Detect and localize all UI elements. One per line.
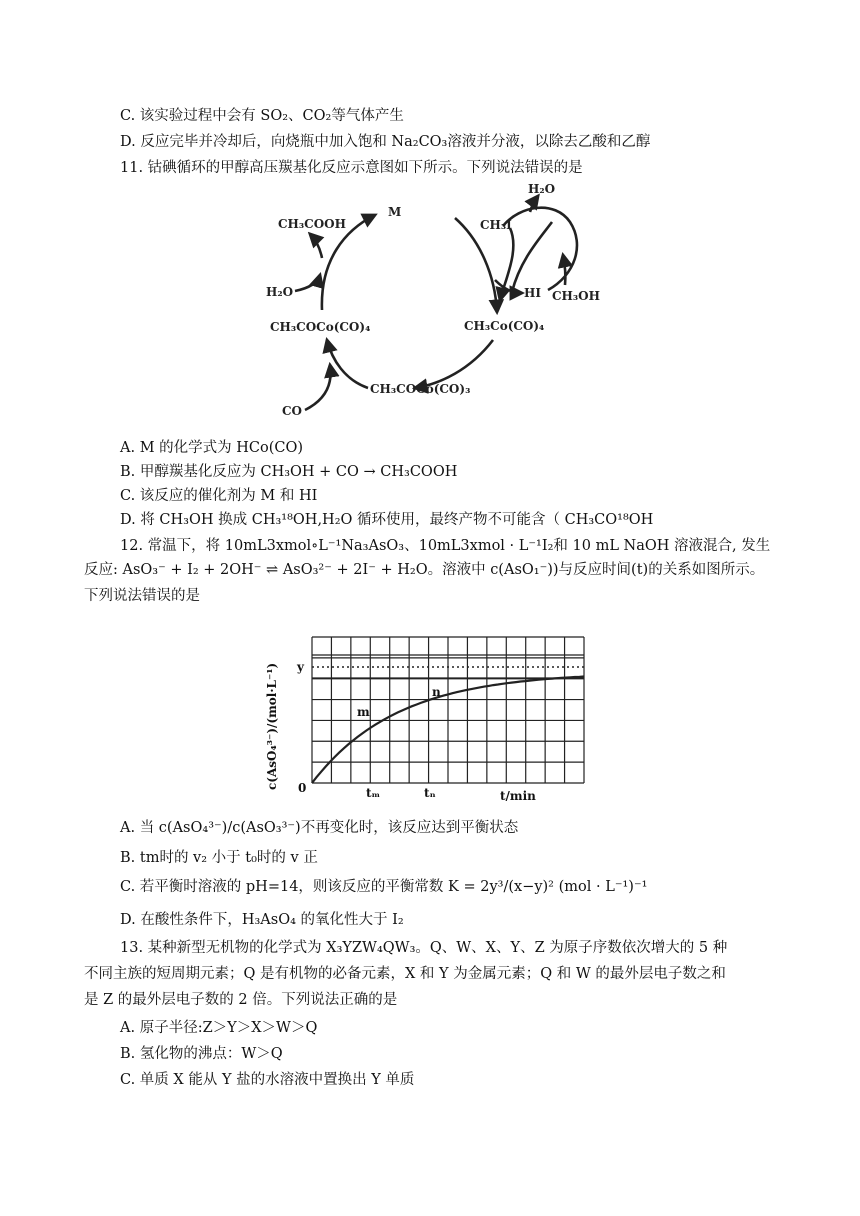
cycle-arc-m-to-ch3co4: [455, 218, 497, 312]
q13-stem-line3: 是 Z 的最外层电子数的 2 倍。下列说法正确的是: [84, 992, 398, 1008]
small-cycle-arc-hi-to-ch3i: [512, 222, 552, 292]
q12-option-d: D. 在酸性条件下，H₃AsO₄ 的氧化性大于 I₂: [120, 912, 404, 928]
co-input-arrow: [305, 365, 331, 410]
ch3i-to-ch3co4: [500, 228, 513, 300]
q11-option-b: B. 甲醇羰基化反应为 CH₃OH + CO → CH₃COOH: [120, 464, 458, 480]
q13-stem-line1: 13. 某种新型无机物的化学式为 X₃YZW₄QW₃。Q、W、X、Y、Z 为原子序数依次增大的 5 种: [120, 940, 728, 956]
species-ch3co4: CH₃Co(CO)₄: [464, 319, 545, 333]
q11-option-d: D. 将 CH₃OH 换成 CH₃¹⁸OH,H₂O 循环使用，最终产物不可能含（ CH₃CO¹⁸OH: [120, 512, 654, 528]
q12-option-b: B. tm时的 v₂ 小于 t₀时的 v 正: [120, 850, 318, 866]
q12-option-c: C. 若平衡时溶液的 pH=14，则该反应的平衡常数 K = 2y³/(x−y)² (mol · L⁻¹)⁻¹: [120, 879, 648, 895]
q11-option-a: A. M 的化学式为 HCo(CO): [120, 440, 304, 456]
chart-y-axis-label: c(AsO₄³⁻)/(mol·L⁻¹): [265, 662, 279, 790]
species-ch3coco3: CH₃COCo(CO)₃: [370, 382, 471, 396]
q13-option-b: B. 氢化物的沸点：W＞Q: [120, 1046, 283, 1062]
small-cycle-arc-top: [503, 208, 577, 290]
species-h2o-top: H₂O: [528, 182, 556, 196]
species-ch3cooh: CH₃COOH: [278, 217, 346, 231]
q10-option-d: D. 反应完毕并冷却后，向烧瓶中加入饱和 Na₂CO₃溶液并分液，以除去乙酸和乙醇: [120, 134, 651, 150]
q12-stem-line3: 下列说法错误的是: [84, 588, 200, 604]
species-hi: HI: [524, 286, 541, 300]
species-ch3coco4: CH₃COCo(CO)₄: [270, 320, 371, 334]
q11-stem: 11. 钴碘循环的甲醇高压羰基化反应示意图如下所示。下列说法错误的是: [120, 160, 583, 176]
point-n-label: n: [432, 685, 441, 699]
ch3oh-input-arrow: [563, 255, 565, 285]
q10-option-c: C. 该实验过程中会有 SO₂、CO₂等气体产生: [120, 108, 404, 124]
q11-option-c: C. 该反应的催化剂为 M 和 HI: [120, 488, 318, 504]
small-cycle-to-hi: [495, 280, 522, 293]
species-ch3oh: CH₃OH: [552, 289, 600, 303]
chart-y-tick-y: y: [297, 660, 304, 674]
q12-stem-line1: 12. 常温下，将 10mL3xmol∘L⁻¹Na₃AsO₃、10mL3xmol · L⁻¹I₂和 10 mL NaOH 溶液混合, 发生: [120, 538, 771, 554]
species-ch3i: CH₃I: [480, 218, 512, 232]
q12-stem-line2: 反应: AsO₃⁻ + I₂ + 2OH⁻ ⇌ AsO₃²⁻ + 2I⁻ + H₂O。溶液中 c(AsO₁⁻))与反应时间(t)的关系如图所示。: [84, 562, 765, 578]
species-co: CO: [282, 404, 303, 418]
cycle-arc-ch3coco3-to-ch3coco4: [327, 340, 368, 388]
q13-option-a: A. 原子半径:Z＞Y＞X＞W＞Q: [120, 1020, 318, 1036]
species-m: M: [388, 205, 402, 219]
point-m-label: m: [357, 705, 370, 719]
h2o-top-output: [530, 196, 538, 212]
cycle-arc-ch3coco4-to-m: [322, 215, 375, 310]
q13-stem-line2: 不同主族的短周期元素；Q 是有机物的必备元素，X 和 Y 为金属元素；Q 和 W 的最外层电子数之和: [84, 966, 726, 982]
h2o-input-arrow: [295, 275, 320, 291]
x-tick-tm: tₘ: [366, 786, 381, 800]
cycle-arc-ch3co4-to-ch3coco3: [415, 340, 493, 388]
chart-origin-label: 0: [298, 781, 307, 795]
ch3cooh-output-arrow: [310, 234, 322, 258]
concentration-curve: [312, 677, 584, 784]
q13-option-c: C. 单质 X 能从 Y 盐的水溶液中置换出 Y 单质: [120, 1072, 415, 1088]
q12-option-a: A. 当 c(AsO₄³⁻)/c(AsO₃³⁻)不再变化时，该反应达到平衡状态: [120, 820, 519, 836]
x-tick-tn: tₙ: [424, 786, 436, 800]
chart-x-axis-label: t/min: [500, 789, 536, 803]
species-h2o-left: H₂O: [266, 285, 294, 299]
